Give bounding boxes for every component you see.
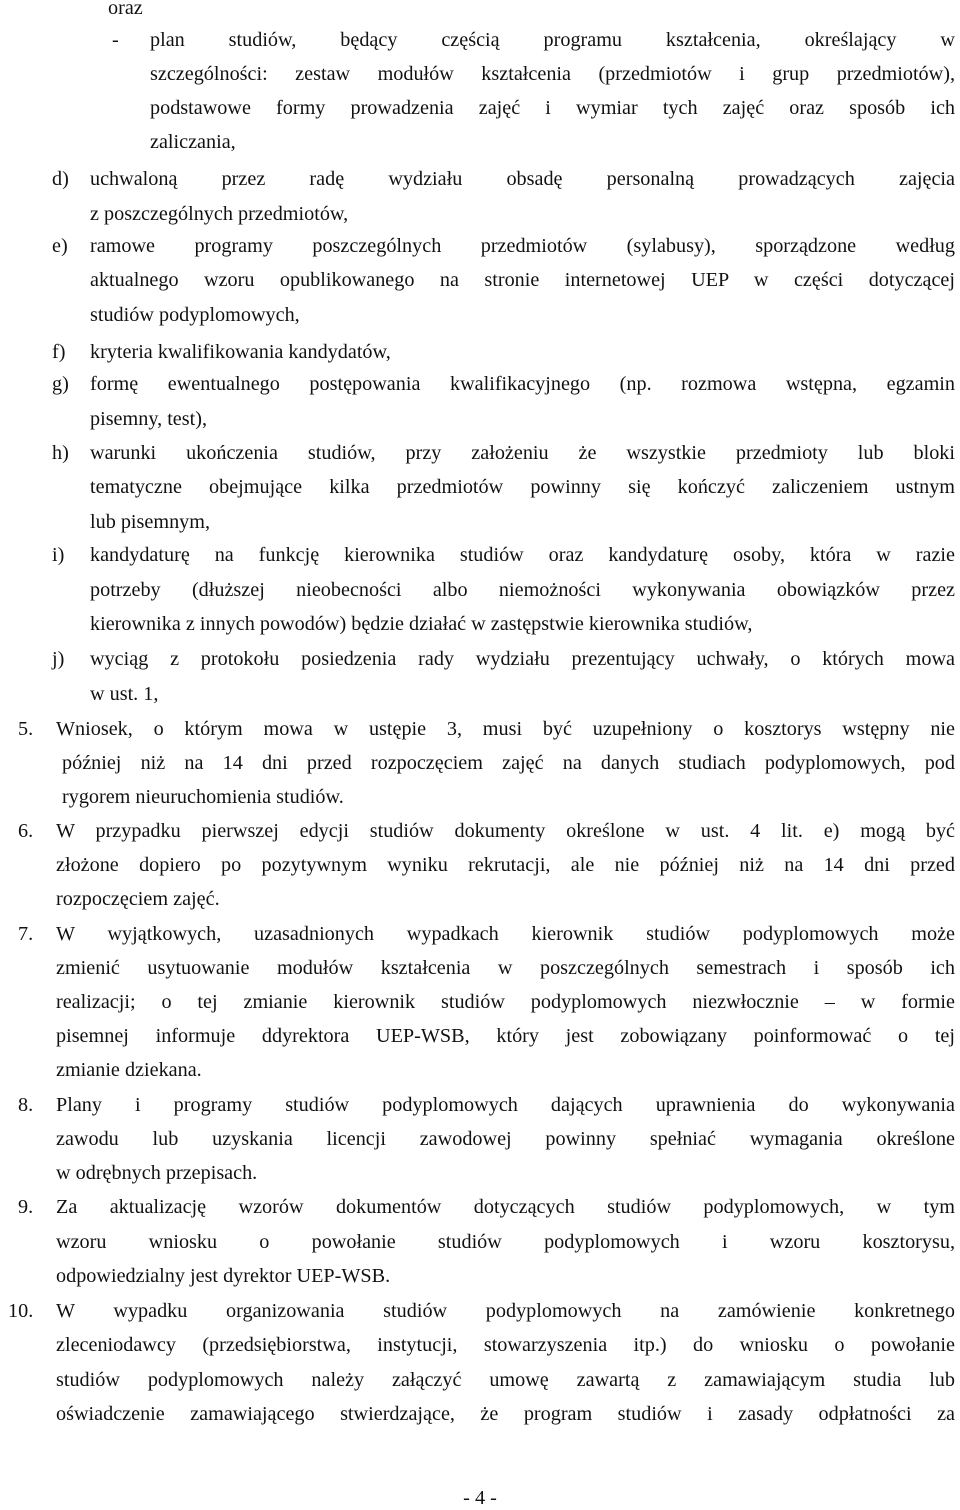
text-line: rozpoczęciem zajęć. — [56, 888, 220, 910]
text-line: ramowe programy poszczególnych przedmiotów (sylabusy), sporządzone według — [90, 235, 955, 257]
text-line: zawodu lub uzyskania licencji zawodowej powinny spełniać wymagania określone — [56, 1128, 955, 1150]
text-line: potrzeby (dłuższej nieobecności albo niemożności wykonywania obowiązków przez — [90, 579, 955, 601]
text-line: aktualnego wzoru opublikowanego na stronie internetowej UEP w części dotyczącej — [90, 269, 955, 291]
item-marker: g) — [52, 373, 69, 395]
text-line: wzoru wniosku o powołanie studiów podyplomowych i wzoru kosztorysu, — [56, 1231, 955, 1253]
text-line: zmianie dziekana. — [56, 1059, 202, 1081]
text-line: formę ewentualnego postępowania kwalifikacyjnego (np. rozmowa wstępna, egzamin — [90, 373, 955, 395]
page-number: - 4 - — [463, 1487, 497, 1509]
item-marker: i) — [52, 544, 65, 566]
text-line: oświadczenie zamawiającego stwierdzające, że program studiów i zasady odpłatności za — [56, 1403, 955, 1425]
item-marker: 8. — [18, 1094, 34, 1116]
item-marker: - — [112, 29, 119, 51]
top-fragment: oraz — [108, 0, 143, 19]
text-line: studiów podyplomowych, — [90, 304, 300, 326]
text-line: pisemny, test), — [90, 408, 207, 430]
text-line: wyciąg z protokołu posiedzenia rady wydziału prezentujący uchwały, o których mowa — [90, 648, 955, 670]
text-line: później niż na 14 dni przed rozpoczęciem zajęć na danych studiach podyplomowych, pod — [62, 752, 955, 774]
text-line: zaliczania, — [150, 131, 236, 153]
text-line: tematyczne obejmujące kilka przedmiotów powinny się kończyć zaliczeniem ustnym — [90, 476, 955, 498]
text-line: uchwaloną przez radę wydziału obsadę personalną prowadzących zajęcia — [90, 168, 955, 190]
text-line: kandydaturę na funkcję kierownika studiów oraz kandydaturę osoby, która w razie — [90, 544, 955, 566]
text-line: lub pisemnym, — [90, 511, 211, 533]
item-marker: 10. — [8, 1300, 34, 1322]
text-line: pisemnej informuje ddyrektora UEP-WSB, który jest zobowiązany poinformować o tej — [56, 1025, 955, 1047]
text-line: W przypadku pierwszej edycji studiów dokumenty określone w ust. 4 lit. e) mogą być — [56, 820, 955, 842]
text-line: w ust. 1, — [90, 683, 159, 705]
text-line: z poszczególnych przedmiotów, — [90, 203, 349, 225]
text-line: warunki ukończenia studiów, przy założeniu że wszystkie przedmioty lub bloki — [90, 442, 955, 464]
text-line: odpowiedzialny jest dyrektor UEP-WSB. — [56, 1265, 391, 1287]
text-line: W wyjątkowych, uzasadnionych wypadkach kierownik studiów podyplomowych może — [56, 923, 955, 945]
text-line: plan studiów, będący częścią programu kształcenia, określający w — [150, 29, 955, 51]
text-line: szczególności: zestaw modułów kształcenia (przedmiotów i grup przedmiotów), — [150, 63, 955, 85]
item-marker: 9. — [18, 1196, 34, 1218]
item-marker: 6. — [18, 820, 34, 842]
item-marker: 5. — [18, 718, 34, 740]
text-line: podstawowe formy prowadzenia zajęć i wymiar tych zajęć oraz sposób ich — [150, 97, 955, 119]
text-line: realizacji; o tej zmianie kierownik studiów podyplomowych niezwłocznie – w formie — [56, 991, 955, 1013]
text-line: w odrębnych przepisach. — [56, 1162, 258, 1184]
text-line: kierownika z innych powodów) będzie działać w zastępstwie kierownika studiów, — [90, 613, 753, 635]
item-marker: e) — [52, 235, 68, 257]
text-line: studiów podyplomowych należy załączyć umowę zawartą z zamawiającym studia lub — [56, 1369, 955, 1391]
text-line: W wypadku organizowania studiów podyplomowych na zamówienie konkretnego — [56, 1300, 955, 1322]
item-marker: f) — [52, 341, 66, 363]
text-line: kryteria kwalifikowania kandydatów, — [90, 341, 391, 363]
text-line: zmienić usytuowanie modułów kształcenia w poszczególnych semestrach i sposób ich — [56, 957, 955, 979]
item-marker: j) — [52, 648, 65, 670]
text-line: zleceniodawcy (przedsiębiorstwa, instytucji, stowarzyszenia itp.) do wniosku o powołanie — [56, 1334, 955, 1356]
text-line: Plany i programy studiów podyplomowych dających uprawnienia do wykonywania — [56, 1094, 955, 1116]
text-line: Za aktualizację wzorów dokumentów dotyczących studiów podyplomowych, w tym — [56, 1196, 955, 1218]
text-line: Wniosek, o którym mowa w ustępie 3, musi być uzupełniony o kosztorys wstępny nie — [56, 718, 955, 740]
text-line: rygorem nieuruchomienia studiów. — [62, 786, 344, 808]
item-marker: h) — [52, 442, 69, 464]
item-marker: d) — [52, 168, 69, 190]
text-line: złożone dopiero po pozytywnym wyniku rekrutacji, ale nie później niż na 14 dni przed — [56, 854, 955, 876]
item-marker: 7. — [18, 923, 34, 945]
